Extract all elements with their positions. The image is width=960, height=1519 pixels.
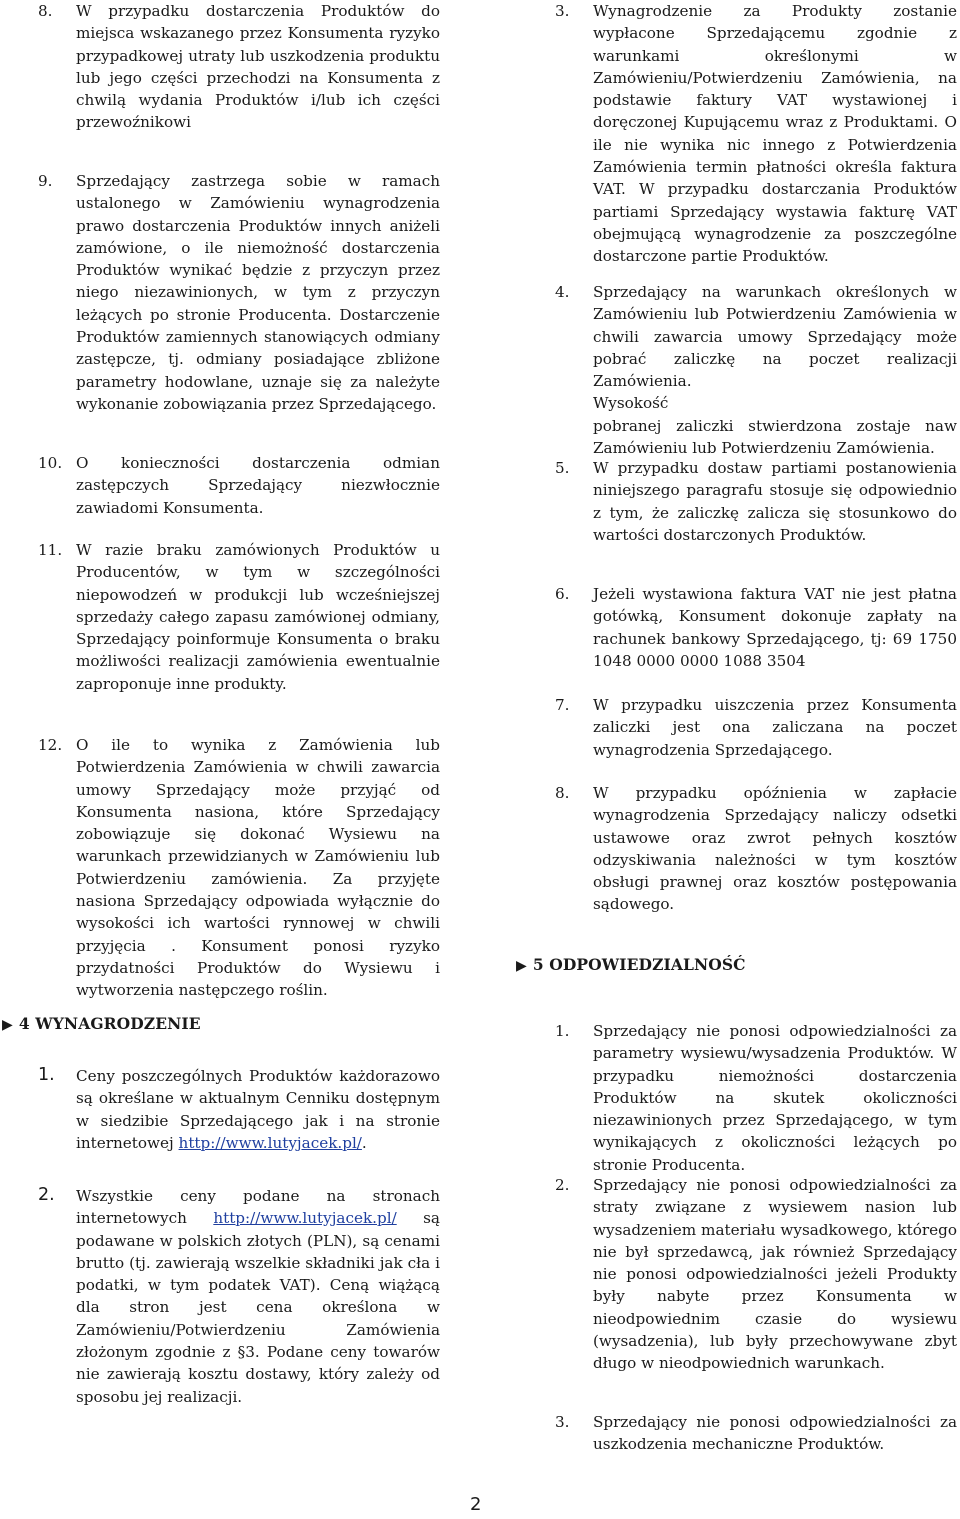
section-title: 4 WYNAGRODZENIE: [18, 1014, 201, 1033]
heading-marker-icon: ▶: [516, 958, 527, 974]
item-number: 10.: [38, 454, 63, 472]
item-number: 3.: [555, 1413, 570, 1431]
item-number: 11.: [38, 541, 63, 559]
item-number: 1.: [555, 1022, 570, 1040]
item-number: 9.: [38, 172, 53, 190]
section-heading-4: [2, 1014, 201, 1033]
item-number: 2.: [555, 1176, 570, 1194]
website-link[interactable]: http://www.lutyjacek.pl/: [213, 1209, 397, 1228]
item-number: 6.: [555, 585, 570, 603]
item-text: W przypadku uiszczenia przez Konsumenta zaliczki jest ona zaliczana na poczet wynagrodzenia Sprzedającego.: [593, 696, 957, 759]
item-number: 1.: [38, 1065, 55, 1085]
item-text: Wynagrodzenie za Produkty zostanie wypłacone Sprzedającemu zgodnie z warunkami określonymi w Zamówieniu/Potwierdzeniu Zamówienia, na podstawie faktury VAT wystawionej i doręczonej Kupującemu wraz z Produktami. O ile nie wynika nic innego z Potwierdzenia Zamówienia termin płatności określa faktura VAT. W przypadku dostarczania Produktów partiami Sprzedający wystawia fakturę VAT obejmującą wynagrodzenie za poszczególne dostarczone partie Produktów.: [593, 2, 957, 266]
item-text: O konieczności dostarczenia odmian zastępczych Sprzedający niezwłocznie zawiadomi Konsumenta.: [76, 454, 440, 517]
item-text: Sprzedający nie ponosi odpowiedzialności za straty związane z wysiewem nasion lub wysadzeniem materiału wysadkowego, którego nie był sprzedawcą, jak również Sprzedający nie ponosi odpowiedzialności jeżeli Produkty były nabyte przez Konsumenta w nieodpowiednim czasie do wysiewu (wysadzenia), lub były przechowywane zbyt długo w nieodpowiednich warunkach.: [593, 1176, 957, 1373]
website-link[interactable]: http://www.lutyjacek.pl/: [178, 1133, 362, 1152]
item-text: W przypadku opóźnienia w zapłacie wynagrodzenia Sprzedający naliczy odsetki ustawowe oraz zwrot pełnych kosztów odzyskiwania należności w tym kosztów obsługi prawnej oraz kosztów postępowania sądowego.: [593, 784, 957, 914]
section-title: 5 ODPOWIEDZIALNOŚĆ: [532, 955, 746, 974]
item-number: 12.: [38, 736, 63, 754]
item-number: 2.: [38, 1185, 55, 1205]
item-number: 3.: [555, 2, 570, 20]
item-number: 4.: [555, 283, 570, 301]
item-text: W razie braku zamówionych Produktów u Producentów, w tym w szczególności niepowodzeń w produkcji lub wcześniejszej sprzedaży całego zapasu zamówionej odmiany, Sprzedający poinformuje Konsumenta o braku możliwości realizacji zamówienia ewentualnie zaproponuje inne produkty.: [76, 541, 440, 693]
item-text: Sprzedający nie ponosi odpowiedzialności za uszkodzenia mechaniczne Produktów.: [593, 1413, 957, 1454]
item-number: 5.: [555, 459, 570, 477]
item-text: Sprzedający nie ponosi odpowiedzialności za parametry wysiewu/wysadzenia Produktów. W przypadku niemożności dostarczenia Produktów na skutek okoliczności niezawinionych przez Sprzedającego, w tym wynikających z okoliczności leżących po stronie Producenta.: [593, 1022, 957, 1174]
item-text: Ceny poszczególnych Produktów każdorazowo są określane w aktualnym Cenniku dostępnym w siedzibie Sprzedającego jak i na stronie internetowej http://www.lutyjacek.pl/.: [76, 1067, 440, 1152]
page-number: 2: [470, 1494, 482, 1515]
item-number: 8.: [555, 784, 570, 802]
item-text: Jeżeli wystawiona faktura VAT nie jest płatna gotówką, Konsument dokonuje zapłaty na rachunek bankowy Sprzedającego, tj: 69 1750 1048 0000 0000 1088 3504: [593, 585, 957, 670]
item-text: W przypadku dostaw partiami postanowienia niniejszego paragrafu stosuje się odpowiednio z tym, że zaliczkę zalicza się stosunkowo do wartości dostarczonych Produktów.: [593, 459, 957, 544]
item-text: O ile to wynika z Zamówienia lub Potwierdzenia Zamówienia w chwili zawarcia umowy Sprzedający może przyjąć od Konsumenta nasiona, które Sprzedający zobowiązuje się dokonać Wysiewu na warunkach przewidzianych w Zamówieniu lub Potwierdzeniu zamówienia. Za przyjęte nasiona Sprzedający odpowiada wyłącznie do wysokości ich wartości rynnowej w chwili przyjęcia . Konsument ponosi ryzyko przydatności Produktów do Wysiewu i wytworzenia następczego roślin.: [76, 736, 440, 1000]
item-text: Sprzedający na warunkach określonych w Zamówieniu lub Potwierdzeniu Zamówienia w chwili zawarcia umowy Sprzedający może pobrać zaliczkę na poczet realizacji Zamówienia. Wysokość pobranej zaliczki stwierdzona zostaje naw Zamówieniu lub Potwierdzeniu Zamówienia.: [593, 283, 957, 458]
item-number: 8.: [38, 2, 53, 20]
section-heading-5: [516, 955, 746, 974]
item-text: Wszystkie ceny podane na stronach internetowych http://www.lutyjacek.pl/ są podawane w polskich złotych (PLN), są cenami brutto (tj. zawierają wszelkie składniki jak cła i podatki, w tym podatek VAT). Ceną wiążącą dla stron jest cena określona w Zamówieniu/Potwierdzeniu Zamówienia złożonym zgodnie z §3. Podane ceny towarów nie zawierają kosztu dostawy, który zależy od sposobu jej realizacji.: [76, 1187, 440, 1406]
item-text: W przypadku dostarczenia Produktów do miejsca wskazanego przez Konsumenta ryzyko przypadkowej utraty lub uszkodzenia produktu lub jego części przechodzi na Konsumenta z chwilą wydania Produktów i/lub ich części przewoźnikowi: [76, 2, 440, 132]
item-text: Sprzedający zastrzega sobie w ramach ustalonego w Zamówieniu wynagrodzenia prawo dostarczenia Produktów innych aniżeli zamówione, o ile niemożność dostarczenia Produktów wynikać będzie z przyczyn przez niego niezawinionych, w tym z przyczyn leżących po stronie Producenta. Dostarczenie Produktów zamiennych stanowiących odmiany zastępcze, tj. odmiany posiadające zbliżone parametry hodowlane, uznaje się za należyte wykonanie zobowiązania przez Sprzedającego.: [76, 172, 440, 413]
heading-marker-icon: ▶: [2, 1017, 13, 1033]
item-number: 7.: [555, 696, 570, 714]
